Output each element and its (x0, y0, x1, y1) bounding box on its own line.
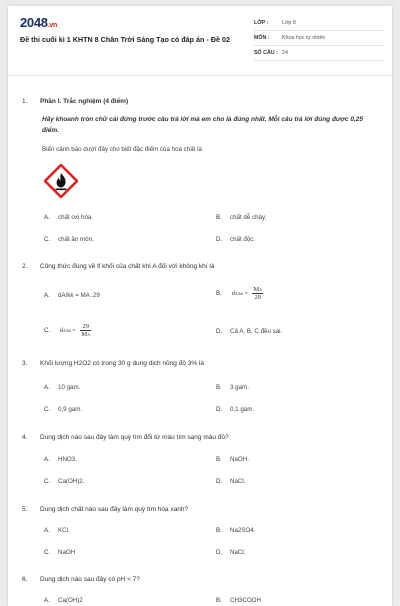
q1-option-d[interactable]: D. chất độc. (216, 236, 256, 243)
meta-question-count: SỐ CÂU : 24 (254, 46, 384, 61)
q2-option-d[interactable]: D. Cả A, B, C đều sai. (216, 328, 283, 335)
question-1-heading: 1. Phần I. Trắc nghiệm (4 điểm) (22, 98, 129, 105)
q6-option-a[interactable]: A. Ca(OH)2 (44, 597, 83, 604)
question-5-heading: 5. Dung dịch chất nào sau đây làm quỳ tím hóa xanh? (22, 506, 189, 513)
question-6-heading: 6. Dung dịch nào sau đây có pH < 7? (22, 576, 140, 583)
q1-option-b[interactable]: B. chất dễ cháy. (216, 214, 267, 221)
formula-b: dA/kk = $\frac{MA}{29}$ (231, 286, 263, 301)
page-title: Đề thi cuối kì 1 KHTN 8 Chân Trời Sáng Tạo có đáp án - Đề 02 (20, 35, 230, 44)
site-logo[interactable]: 2048.vn (20, 15, 57, 30)
page-header (8, 6, 392, 76)
q5-option-b[interactable]: B. Na2SO4. (216, 527, 256, 534)
fraction-b: $\frac{MA}{29}$ (253, 286, 263, 301)
q5-option-c[interactable]: C. NaOH (44, 549, 76, 556)
meta-grade: LỚP : Lớp 8 (254, 16, 384, 31)
formula-c: dA/kk = $\frac{29}{MA}$ (59, 323, 91, 338)
q4-option-b[interactable]: B. NaOH. (216, 456, 249, 463)
q4-option-a[interactable]: A. HNO3. (44, 456, 77, 463)
meta-subject: MÔN : Khoa học tự nhiên (254, 31, 384, 46)
q1-option-c[interactable]: C. chất ăn mòn. (44, 236, 94, 243)
q4-option-c[interactable]: C. Ca(OH)2. (44, 478, 85, 485)
flammable-hazard-icon (44, 164, 78, 198)
exam-meta (254, 16, 384, 61)
q2-option-c[interactable]: C. dA/kk = $\frac{29}{MA}$ (44, 323, 91, 338)
q5-option-d[interactable]: D. NaCl. (216, 549, 246, 556)
section-instruction: Hãy khoanh tròn chữ cái đứng trước câu trả lời mà em cho là đúng nhất. Mỗi câu trả lời đúng được 0,25 điểm. (42, 116, 363, 134)
q2-option-b[interactable]: B. dA/kk = $\frac{MA}{29}$ (216, 286, 263, 301)
worksheet-page (8, 6, 392, 606)
q3-option-a[interactable]: A. 10 gam. (44, 384, 81, 391)
q2-option-a[interactable]: A. dA/kk = MA .29 (44, 292, 100, 299)
question-2-heading: 2. Công thức đúng về tỉ khối của chất khí A đối với không khí là (22, 263, 215, 270)
question-3-heading: 3. Khối lượng H2O2 có trong 30 g dung dịch nồng độ 3% là (22, 360, 205, 367)
question-1-prompt: Biển cảnh báo dưới đây cho biết đặc điểm của hoá chất là (42, 146, 202, 153)
q3-option-b[interactable]: B. 3 gam. (216, 384, 249, 391)
question-4-heading: 4. Dung dịch nào sau đây làm quỳ tím đổi từ màu tím sang màu đỏ? (22, 434, 229, 441)
fraction-c: $\frac{29}{MA}$ (81, 323, 91, 338)
q6-option-b[interactable]: B. CH3COOH (216, 597, 261, 604)
q1-option-a[interactable]: A. chất oxi hóa. (44, 214, 94, 221)
q5-option-a[interactable]: A. KCl. (44, 527, 70, 534)
q3-option-c[interactable]: C. 0,9 gam. (44, 406, 83, 413)
q4-option-d[interactable]: D. NaCl. (216, 478, 246, 485)
q3-option-d[interactable]: D. 0,1 gam. (216, 406, 255, 413)
